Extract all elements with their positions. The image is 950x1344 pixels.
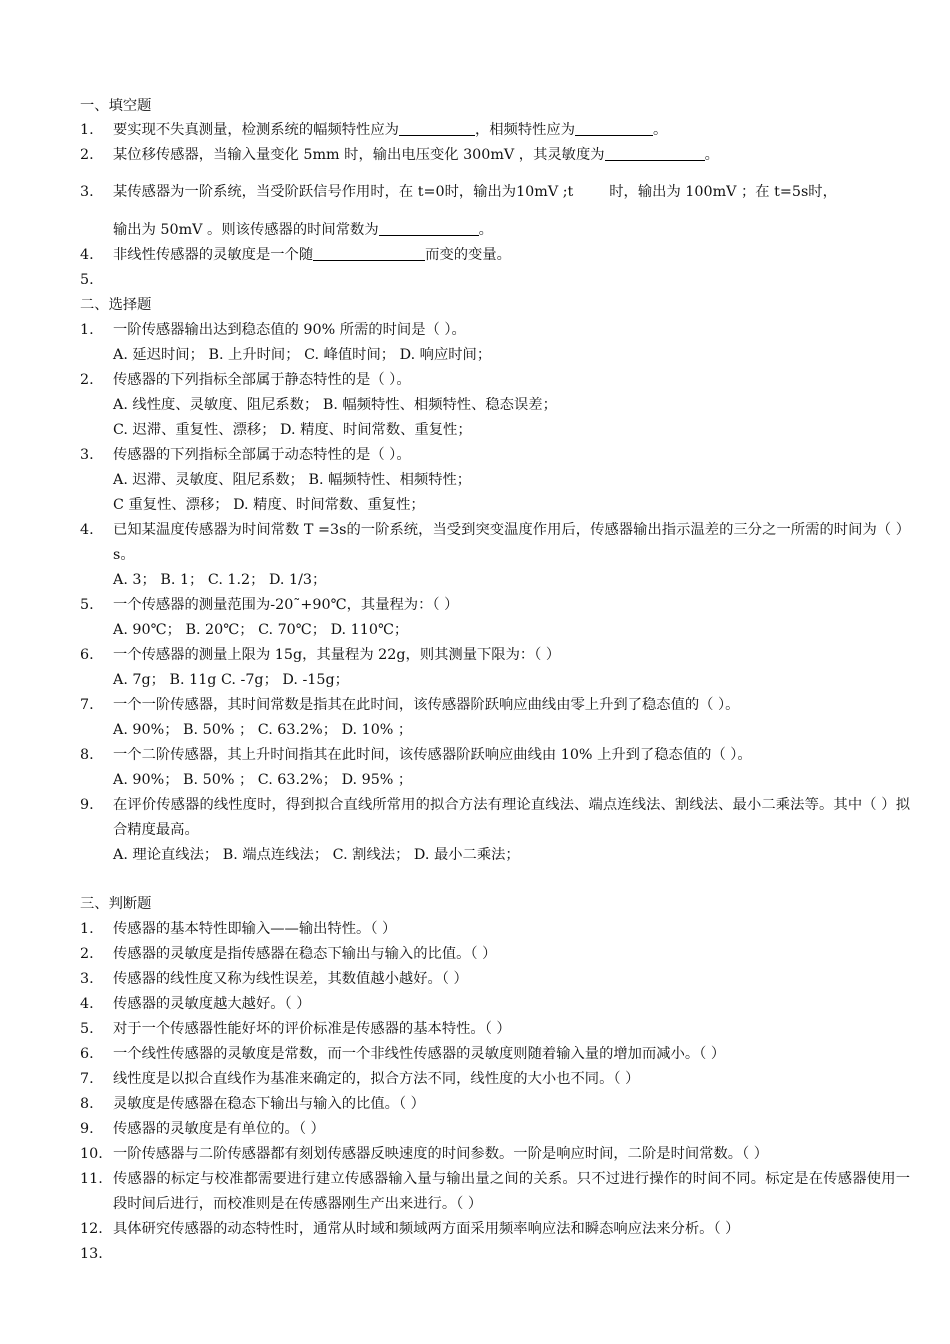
question-text: 一个线性传感器的灵敏度是常数，而一个非线性传感器的灵敏度则随着输入量的增加而减小。（ ）: [113, 1046, 726, 1062]
question-number: 2.: [80, 946, 94, 962]
question-number: 2.: [80, 147, 94, 163]
question-text: 时，输出为 100mV ；在 t=5s时，: [609, 184, 837, 200]
choice-options: C 重复性、漂移； D. 精度、时间常数、重复性；: [113, 497, 425, 513]
question-number: 5.: [80, 272, 94, 288]
fill-question-3: [80, 180, 910, 205]
question-text: 具体研究传感器的动态特性时，通常从时域和频域两方面采用频率响应法和瞬态响应法来分析。（ ）: [113, 1221, 740, 1237]
choice-question-1: [80, 318, 910, 343]
judge-question-11: [80, 1167, 910, 1217]
question-text: 灵敏度是传感器在稳态下输出与输入的比值。（ ）: [113, 1096, 425, 1112]
question-number: 1.: [80, 921, 94, 937]
question-number: 9.: [80, 797, 94, 813]
question-number: 2.: [80, 372, 94, 388]
section-title-choice: 二、选择题: [80, 297, 152, 313]
question-number: 5.: [80, 1021, 94, 1037]
question-text: 输出为 50mV 。则该传感器的时间常数为: [113, 222, 379, 238]
fill-question-4: [80, 243, 910, 268]
choice-question-9: [80, 793, 910, 843]
question-text: 某位移传感器，当输入量变化 5mm 时，输出电压变化 300mV ，其灵敏度为: [113, 147, 605, 163]
question-text: 一阶传感器与二阶传感器都有刻划传感器反映速度的时间参数。一阶是响应时间，二阶是时间常数。（ ）: [113, 1146, 769, 1162]
question-text: 一阶传感器输出达到稳态值的 90% 所需的时间是（ ）。: [113, 322, 466, 338]
choice-question-6: [80, 643, 910, 668]
choice-options: A. 线性度、灵敏度、阻尼系数； B. 幅频特性、相频特性、稳态误差；: [113, 397, 557, 413]
judge-question-4: [80, 992, 910, 1017]
question-number: 6.: [80, 1046, 94, 1062]
question-number: 11.: [80, 1171, 103, 1187]
question-text: 一个传感器的测量范围为-20˜+90℃，其量程为：（ ）: [113, 597, 459, 613]
judge-question-1: [80, 917, 910, 942]
question-number: 4.: [80, 996, 94, 1012]
choice-options: A. 7g； B. 11g C. -7g； D. -15g；: [113, 672, 349, 688]
question-number: 8.: [80, 747, 94, 763]
fill-question-3-cont: [80, 218, 910, 243]
question-text: 已知某温度传感器为时间常数 T =3s的一阶系统，当受到突变温度作用后，传感器输出指示温差的三分之一所需的时间为（ ）s。: [113, 522, 910, 563]
choice-options: A. 理论直线法； B. 端点连线法； C. 割线法； D. 最小二乘法；: [113, 847, 520, 863]
question-number: 4.: [80, 247, 94, 263]
question-text: 。: [478, 222, 493, 238]
question-text: 非线性传感器的灵敏度是一个随: [113, 247, 314, 263]
question-number: 3.: [80, 971, 94, 987]
question-number: 7.: [80, 1071, 94, 1087]
answer-blank[interactable]: [605, 144, 705, 161]
judge-question-9: [80, 1117, 910, 1142]
choice-question-7: [80, 693, 910, 718]
question-text: 某传感器为一阶系统，当受阶跃信号作用时，在 t=0时，输出为10mV ;t: [113, 184, 574, 200]
question-text: 在评价传感器的线性度时，得到拟合直线所常用的拟合方法有理论直线法、端点连线法、割线法、最小二乘法等。其中（ ）拟合精度最高。: [113, 797, 910, 838]
question-number: 8.: [80, 1096, 94, 1112]
fill-question-1: [80, 118, 910, 143]
answer-blank[interactable]: [575, 119, 653, 136]
question-number: 10.: [80, 1146, 103, 1162]
question-text: ，相频特性应为: [474, 122, 576, 138]
question-text: 。: [704, 147, 719, 163]
question-number: 5.: [80, 597, 94, 613]
fill-question-2: [80, 143, 910, 168]
question-number: 4.: [80, 522, 94, 538]
answer-blank[interactable]: [399, 119, 475, 136]
section-title-judge: 三、判断题: [80, 896, 152, 912]
question-text: 传感器的线性度又称为线性误差，其数值越小越好。（ ）: [113, 971, 468, 987]
question-text: 传感器的灵敏度越大越好。（ ）: [113, 996, 311, 1012]
choice-options: A. 90%； B. 50% ； C. 63.2%； D. 10% ；: [113, 722, 413, 738]
question-text: 线性度是以拟合直线作为基准来确定的，拟合方法不同，线性度的大小也不同。（ ）: [113, 1071, 640, 1087]
question-number: 12.: [80, 1221, 103, 1237]
question-number: 7.: [80, 697, 94, 713]
choice-question-5: [80, 593, 910, 618]
question-text: 传感器的灵敏度是有单位的。（ ）: [113, 1121, 325, 1137]
question-text: 传感器的标定与校准都需要进行建立传感器输入量与输出量之间的关系。只不过进行操作的时间不同。标定是在传感器使用一段时间后进行，而校准则是在传感器刚生产出来进行。（ ）: [113, 1171, 910, 1212]
question-text: 对于一个传感器性能好坏的评价标准是传感器的基本特性。（ ）: [113, 1021, 511, 1037]
question-text: 。: [653, 122, 668, 138]
section-title-fill: 一、填空题: [80, 98, 152, 114]
judge-question-7: [80, 1067, 910, 1092]
question-text: 传感器的下列指标全部属于静态特性的是（ ）。: [113, 372, 411, 388]
question-text: 一个传感器的测量上限为 15g，其量程为 22g，则其测量下限为：（ ）: [113, 647, 561, 663]
question-number: 9.: [80, 1121, 94, 1137]
judge-question-3: [80, 967, 910, 992]
choice-question-3: [80, 443, 910, 468]
choice-question-8: [80, 743, 910, 768]
judge-question-8: [80, 1092, 910, 1117]
question-number: 1.: [80, 322, 94, 338]
question-text: 而变的变量。: [425, 247, 511, 263]
choice-question-4: [80, 518, 910, 568]
judge-question-5: [80, 1017, 910, 1042]
choice-options: A. 3； B. 1； C. 1.2； D. 1/3；: [113, 572, 327, 588]
judge-question-12: [80, 1217, 910, 1242]
choice-options: A. 迟滞、灵敏度、阻尼系数； B. 幅频特性、相频特性；: [113, 472, 472, 488]
answer-blank[interactable]: [313, 244, 425, 261]
question-number: 3.: [80, 447, 94, 463]
question-text: 传感器的灵敏度是指传感器在稳态下输出与输入的比值。（ ）: [113, 946, 497, 962]
question-text: 要实现不失真测量，检测系统的幅频特性应为: [113, 122, 399, 138]
answer-blank[interactable]: [379, 219, 479, 236]
question-text: 传感器的基本特性即输入——输出特性。（ ）: [113, 921, 397, 937]
judge-question-10: [80, 1142, 910, 1167]
choice-question-2: [80, 368, 910, 393]
question-number: 3.: [80, 184, 94, 200]
judge-question-6: [80, 1042, 910, 1067]
question-text: 一个二阶传感器，其上升时间指其在此时间，该传感器阶跃响应曲线由 10% 上升到了稳态值的（ ）。: [113, 747, 752, 763]
choice-options: A. 延迟时间； B. 上升时间； C. 峰值时间； D. 响应时间；: [113, 347, 492, 363]
question-number: 13.: [80, 1246, 103, 1262]
judge-question-2: [80, 942, 910, 967]
question-text: 传感器的下列指标全部属于动态特性的是（ ）。: [113, 447, 411, 463]
question-number: 6.: [80, 647, 94, 663]
question-number: 1.: [80, 122, 94, 138]
choice-options: A. 90%； B. 50% ； C. 63.2%； D. 95% ；: [113, 772, 413, 788]
choice-options: A. 90℃； B. 20℃； C. 70℃； D. 110℃；: [113, 622, 409, 638]
question-text: 一个一阶传感器，其时间常数是指其在此时间，该传感器阶跃响应曲线由零上升到了稳态值的（ ）。: [113, 697, 740, 713]
choice-options: C. 迟滞、重复性、漂移； D. 精度、时间常数、重复性；: [113, 422, 472, 438]
